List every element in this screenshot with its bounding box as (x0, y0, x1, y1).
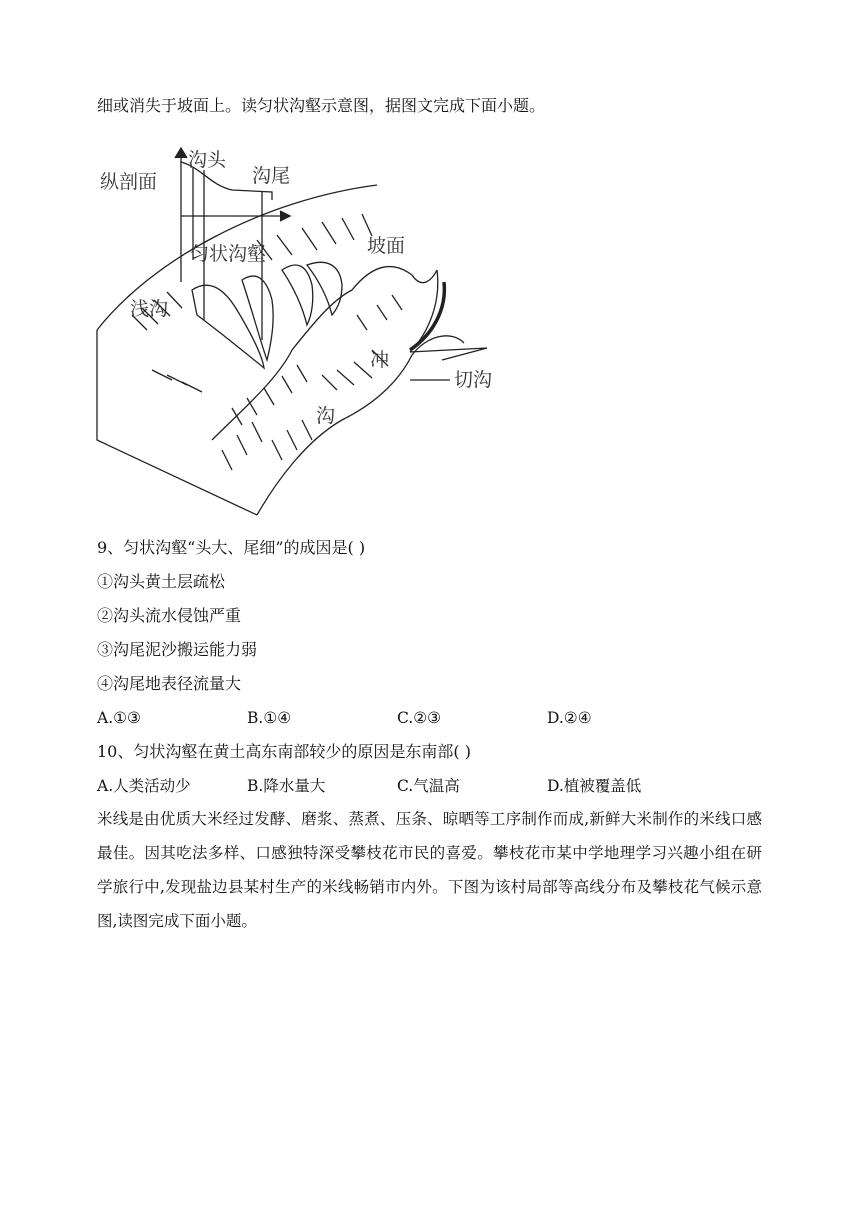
label-cut-gully: 切沟 (454, 369, 493, 391)
q9-statement-2: ②沟头流水侵蚀严重 (97, 606, 242, 625)
label-profile: 纵剖面 (100, 171, 158, 193)
q10-option-c[interactable]: C.气温高 (397, 777, 460, 795)
label-gully-head: 沟头 (188, 149, 227, 171)
q10-option-b[interactable]: B.降水量大 (247, 777, 326, 795)
q10-option-a[interactable]: A.人类活动少 (97, 777, 191, 795)
q9-statement-4: ④沟尾地表径流量大 (97, 674, 242, 693)
q9-option-c[interactable]: C.②③ (397, 709, 442, 727)
q9-option-d[interactable]: D.②④ (547, 709, 592, 727)
reading-passage: 米线是由优质大米经过发酵、磨浆、蒸煮、压条、晾晒等工序制作而成,新鲜大米制作的米线口感最佳。因其吃法多样、口感独特深受攀枝花市民的喜爱。攀枝花市某中学地理学习兴趣小组在研学旅行中,发现盐边县某村生产的米线畅销市内外。下图为该村局部等高线分布及攀枝花气候示意图,读图完成下面小题。 (97, 810, 762, 930)
q9-option-b[interactable]: B.①④ (247, 709, 292, 727)
q10-stem: 10、匀状沟壑在黄土高东南部较少的原因是东南部( ) (97, 742, 471, 761)
label-spoon-gully: 匀状沟壑 (190, 243, 267, 265)
q9-statement-1: ①沟头黄土层疏松 (97, 572, 226, 591)
q10-option-d[interactable]: D.植被覆盖低 (547, 777, 642, 795)
q9-statement-3: ③沟尾泥沙搬运能力弱 (97, 640, 258, 659)
label-shallow-gully: 浅沟 (130, 298, 169, 320)
q9-option-a[interactable]: A.①③ (97, 709, 141, 727)
label-chong: 冲 (370, 349, 390, 371)
gully-diagram (92, 140, 512, 525)
q9-stem: 9、匀状沟壑“头大、尾细”的成因是( ) (97, 538, 366, 557)
intro-line: 细或消失于坡面上。读匀状沟壑示意图，据图文完成下面小题。 (97, 96, 546, 115)
label-gully-tail: 沟尾 (252, 165, 291, 187)
label-gou: 沟 (316, 405, 336, 427)
label-slope: 坡面 (367, 235, 406, 257)
